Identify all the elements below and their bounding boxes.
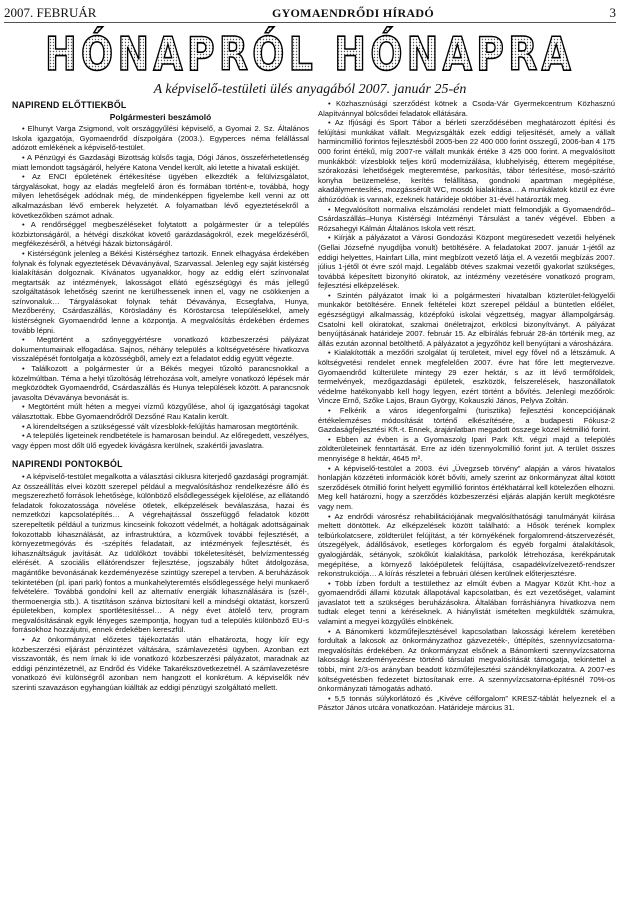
page-header	[4, 4, 616, 23]
article-paragraph: • Megtörtént múlt héten a megyei vízmű közgyűlése, ahol új igazgatósági tagokat választottak. Ebbe Gyomaendrődről Dezsőné Rau Katalin került.	[12, 402, 309, 421]
page-number: 3	[609, 5, 616, 20]
right-column	[318, 99, 615, 713]
right-paragraphs	[318, 99, 615, 713]
preagenda-paragraphs	[12, 124, 309, 450]
article-subtitle: A képviselő-testületi ülés anyagából 2007. január 25-én	[153, 82, 467, 97]
article-paragraph: • Kiírják a pályázatot a Városi Gondozási Központ megüresedett vezetői helyének (Gellai Józsefné nyugdíjba vonult) betöltésére. A feladatokat 2007. január 1-jétől az eddigi helyettes, Hainfart Lilla, mint megbízott vezető látja el. A vezetői megbízás 2007. július 1-jétől öt évre szól majd. Legalább ötéves szakmai vezetői gyakorlat szükséges, továbbá képesített bizonyító okiratok, az intézmény vezetésére vonatkozó program, fejlesztési elképzelések.	[318, 233, 615, 291]
article-paragraph: • Megvalósított normaliva elszámolási rendelet miatt felmondják a Gyomaendrőd–Csárdaszállás–Hunya Kistérségi Intézményi Társulást a tanév végével. Ebben a Rózsahegyi Kálmán Általános Iskola vett részt.	[318, 204, 615, 233]
section-title-agenda: NAPIRENDI PONTOKBÓL	[12, 459, 123, 470]
publication-name: GYOMAENDRŐDI HÍRADÓ	[271, 5, 434, 20]
article-paragraph: • Kistérségünk jelenleg a Békési Kistérséghez tartozik. Ennek elhagyása érdekében folynak és folynak egyeztetések Dévaványával, Szarvassal. Jelenleg egy saját kistérség kialakításán dolgoznak. Kívánatos ugyanakkor, hogy az eddig elért színvonalat megtartsák az intézmények, lakosságot ellátó egészségügyi és más jellegű szolgáltatások lehetőség szerint ne kerülhessenek innen el, vagy ne csökkenjen a színvonaluk… Tárgyalásokat folynak tehát Dévaványa, Ecsegfalva, Hunya, Mezőberény, Csárdaszállás, Körösladány és Köröstarcsa településekkel, amely kistérségnek Gyomaendrőd lenne a központja. A megvalósítás érdekében érdemes tovább lépni.	[12, 248, 309, 335]
article-paragraph: • Elhunyt Varga Zsigmond, volt országgyűlési képviselő, a Gyomai 2. Sz. Általános Iskola igazgatója, Gyomaendrőd díszpolgára (2003.). Egyperces néma felállással adózott emlékének a képviselő-testület.	[12, 124, 309, 153]
article-paragraph: • Szintén pályázatot írnak ki a polgármesteri hivatalban közterület-felügyelői munkakör betöltésére. Ennek feltételei közt szerepel például a büntetlen előélet, egészségügyi alkalmasság, középfokú iskolai végzettség, magyar állampolgárság. Csatolni kell okiratokat, szakmai önéletrajzot, erkölcsi bizonyítványt. A pályázat benyújtásának határideje 2007. február 15. Az elbírálás február 28-án történik meg, az állás ezután azonnal betölthető. A pályázatot a jegyzőhöz kell benyújtani a városházára.	[318, 290, 615, 348]
article-paragraph: • Megtörtént a szőnyeggyértésre vonatkozó közbeszerzési pályázat dokumentumainak elfogadása. Sajnos, néhány település a költségvetésére hivatkozva visszalépését fontolgatja a közösségből, amely ezt a feladatot eddig együtt végezte.	[12, 335, 309, 364]
article-paragraph: • Közhasznúsági szerződést kötnek a Csoda-Vár Gyermekcentrum Közhasznú Alapítvánnyal bölcsődei feladatok ellátására.	[318, 99, 615, 118]
article-paragraph: • Az Ifjúsági és Sport Tábor a bérleti szerződésében meghatározott építési és felújítási munkákat vállalt. Megvizsgálták ezek eddigi teljesítését, amely a vállalt harmincmillió forintos fejlesztésből 2005-ben 22 400 000 forint összegű, 2006-ban 4 175 000 forint értékű, míg 2007-re vállalt munkák értéke 3 425 000 forint. A megvalósított munkákból: vízesblokk teljes körű modernizálása, klubhelyiség, étterem megépítése, szórakozási lehetőségek megteremtése, parkosítás, tábor térlesítése, mosó-szárító konyha beüzemelése, kerítés felállítása, gondnoki apartman megépítése, akadálymentesítés, mozgássérült WC, mosdó kialakítása… A munkálatok közül ez évre áthúzódóak is vannak, ezeknek határideje október 31-évél határozták meg.	[318, 118, 615, 204]
section-title-preagenda: NAPIREND ELŐTTIEKBŐL	[12, 100, 127, 110]
article-paragraph: • Ebben az évben is a Gyomaszolg Ipari Park Kft. végzi majd a település zöldterületeinek fenntartását. Erre az idén tizennyolcmillió forint jut. A terület összes mennyisége 8 hektár, 4645 m².	[318, 434, 615, 463]
article-paragraph: • Az ENCI épületének értékesítése ügyében elkezdték a felülvizsgálatot, tárgyalásokat, hogy az eladás megfelelő áron és formában történt-e, továbbá, hogy milyen lehetőségek adódnak még, de mindenképpen figyelembe kell venni az ott alkalmazásban lévő emberek helyzetét. A folyamatban lévő egyeztetésekről a következőkben számot adnak.	[12, 172, 309, 220]
article-paragraph: • Felkérik a város idegenforgalmi (turisztika) fejlesztési koncepciójának értékelemzéses módosítását történő elkészítésére, a budapesti Fókusz-2 Gazdaságfejlesztési Kft.-t. Ennek, árajánlatban megadott összege közel kétmillió forint.	[318, 406, 615, 435]
agenda-paragraphs	[12, 472, 309, 693]
article-paragraph: • Kialakították a mezőőri szolgálat új területeit, mivel egy fővel nő a létszámuk. A költségvetési rendelet ennek megfelelően 2007. évre hat főre lett megtervezve. Gyomaendrőd külterülete mintegy 29 ezer hektár, s az itt lévő termőföldek, termelvények, mezőgazdasági épületek, eszközök, felszerelések, haszonállatok védelme hatékonyabb kell hogy legyen, ezért történt a bővítés. Jelenlegi mezőőrök: Vincze Ernő, Szőke Lajos, Braun György, Kokauszki János, Pelyva Zoltán.	[318, 348, 615, 406]
article-paragraph: • A képviselő-testület a 2003. évi „Üvegzseb törvény” alapján a város hivatalos honlapján közzéteti információk körét bővíti, amely szerint az önkormányzat által kötött szerződések ötmillió forint helyett egymillió forintos értékhatárral kell kötelezően elhozni. Meg kell határozni, hogy a szerződés közbeszerzési eljárás alapján került megkötésre vagy nem.	[318, 463, 615, 511]
article-paragraph: • A kirendeltségen a szükségessé vált vízesblokk-felújítás hamarosan megtörténik.	[22, 421, 300, 431]
issue-date: 2007. FEBRUÁR	[4, 5, 97, 20]
article-paragraph: • A település ligeteinek rendbetétele is hamarosan beindul. Az előregedett, veszélyes, vagy éppen most dőlt ülő egyedek kivágásra kerülnek, szakértői javaslatra.	[12, 431, 309, 450]
article-paragraph: • Az endrődi városrész rehabilitációjának megvalósíthatósági tanulmányát kiírása meltett döntöttek. Az elképzelések között található: a Hősök terének komplex telbúrkolatcsere, zöldterület felújítást, a tér környékének forgalomrend-átszervezését, útszegélyek, ádállősávok, esetleges körforgalom és egyéb forgalmi átalakítások, gyalogjárdák, sétányok, szökőkút kialakítása, parkolók létrehozása, kerékpárutak megépítése, a környező lakóépületek felújítása, csapadékvízelvezető-rendszer rekonstrukciója… A kiírás részletei a februári ülésen kerülnek előterjesztésre.	[318, 511, 615, 579]
banner-title: HÓNAPRÓL HÓNAPRA	[45, 27, 575, 78]
section-banner	[40, 26, 580, 78]
article-paragraph: • A Pénzügyi és Gazdasági Bizottság külsős tagja, Dógi János, összeférhetetlenség miatt lemondott tagságáról, helyére Katona Vendel került, aki letette a hivatali esküjét.	[12, 152, 309, 172]
article-paragraph: • A Bánomkerti közműfejlesztésével kapcsolatban lakossági kérelem keretében fordultak a lakosok az önkormányzathoz gázvezeték-, úttépítés, szennyvízcsatorna-megvalósítás érdekében. Az önkormányzat elsőnek a Bánomkerti szennyvízcsatorna lakossági kezdeményezésre történő társulati megvalósítását támogatja, tekintettel a többi, mint 2/3-os arányban beadott közműfejlesztési szándéknyilatkozatra. A 2007-es költségvetésben fedezetet biztosítanak erre. A szennyvízcsatorna-építésnél 70%-os önkormányzati támogatás adható.	[318, 626, 615, 694]
article-paragraph: • A képviselő-testület megalkotta a választási ciklusra kiterjedő gazdasági programját. Az összeállítás elvei között szerepel például a megvalósításhoz rendelkezésre álló és megszerezhető források lehetősége, különböző elsődlegességek kijelölése, az ellátandó feladatok fokozatossága növelése ötletek, elképzelések beválaszása, hazai és nemzetközi kapcsolatépítés… A végrehajtással összefüggő feladatok között szerepeltetik például a turizmus kincseink fokozott védelmét, a holtágak adottságainak fokozottabb kihasználását, az infrastruktúra, a közművek további fejlesztését, a környezetmegóvás és -szépítés feladatait, az intézmények fejlesztését, és kihasználtságuk javítását. Az üdülőközt további tökéletesítését, belvízmentesség elérését. A szociális ellátórendszer fejlesztése, jogszabály hűtet átdolgozása, magántőke bevonásának kezdeményezése szintügy szerepel a tervben. A beruházások tekintetében (pl. ipari park) fontos a munkahelyteremtés elsődlegessége helyi munkaerő felvételére. Továbbá gondolni kell az alternatív energiák kihasználására is (szél-, thermoenergia stb.). A tisztításon szánva biztosítani kell a mindségi oktatást, korszerű épületekben, komplex sportlétesítéssel… A négy évet átölelő terv, program megvalósításának egyik lényeges szempontja, hogyan tud a település különböző EU-s forrásokhoz hozzájutni, ennek érdekében kereszfül.	[12, 471, 309, 635]
article-paragraph: • Az önkormányzat előzetes tájékoztatás után elhatározta, hogy kiír egy közbeszerzési eljárást pénzintézet váltására, számlavezetési ügyben. Azonban ezt visszavonták, és nem írnak ki ide vonatkozó közbeszerzési pályázatot, maradnak az eddigi pénzintézetnél, az Endrőd és Vidéke Takarékszövetkezetnél. A számlavezetésre vonatkozó évi különségről azonban nem hangzott el konkrétum. A képviselők név szerinti szavazáson egyhangúan kiállták az eddigi pénzügyi szolgáltató mellett.	[12, 635, 309, 693]
mayor-report-title: Polgármesteri beszámoló	[109, 111, 212, 122]
article-paragraph: • 5,5 tonnás súlykorlátozó és „Kivéve célforgalom” KRESZ-táblát helyeznek el a Pásztor János utcára vonatkozóan. Határideje március 31.	[318, 693, 615, 713]
left-column	[12, 99, 309, 693]
article-paragraph: • Találkozott a polgármester úr a Békés megyei tűzoltó parancsnokkal a közelmúltban. Téma a helyi tűzoltóság létrehozása volt, amelyre vonatkozó lépések már megközödtek Gyomaendrőd, Csárdaszállás és Hunya települések között. A parancsnok javasolta Dévaványa bevonását is.	[12, 364, 309, 402]
article-paragraph: • A rendőrséggel megbeszéléseket folytatott a polgármester úr a település közbiztonságáról, a hétvégi diszkókat követő garázdaságokról, ezek megelőzéséről, megfékezéséről, a hétvégi házak biztonságáról.	[12, 220, 309, 249]
article-paragraph: • Több ízben fordult a testülethez az elmúlt évben a Magyar Közút Kht.-hoz a gyomaendrődi állami közutak állapotával kapcsolatban, és ezt vezetőséget, valamint javaslatot tett a szükséges beruházásokra. Általában forráshiányra hivatkozva nem tudtak eleget tenni a kéréseknek. A hiánylistát ismételten megküldték számukra, valamint a megyei közgyűlés elnökének.	[318, 578, 615, 627]
